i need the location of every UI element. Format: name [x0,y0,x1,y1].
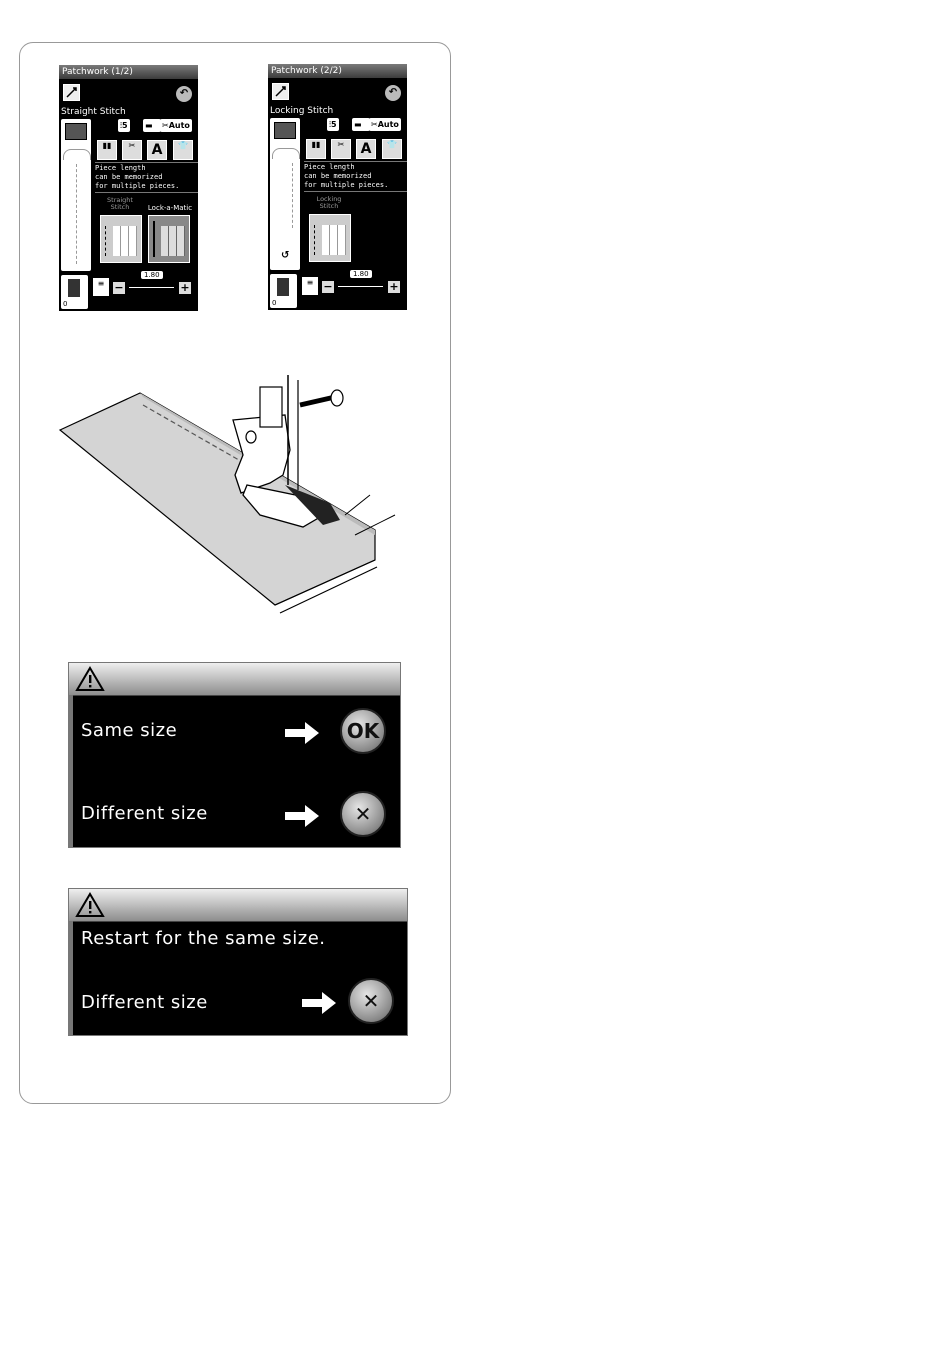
foot-icon-shape [277,278,289,296]
grid-icon [161,226,185,256]
option-lockamatic-label: Lock-a-Matic [147,204,193,212]
edit-icon[interactable] [63,84,80,101]
plus-button[interactable]: + [389,280,399,293]
stitch-line [292,163,293,228]
divider [95,162,198,163]
restart-dialog [68,888,408,1036]
dialog-edge [69,921,73,1035]
option-lockamatic[interactable] [148,215,190,263]
patchwork-screen-2 [268,64,407,310]
length-slider[interactable] [338,286,383,287]
presser-foot-outline [63,149,91,160]
stitch-preview [61,119,91,271]
different-size-label: Different size [81,992,208,1013]
stitch-line [76,164,77,264]
divider [95,192,198,193]
info-message: Piece length can be memorized for multiple pieces. [304,163,389,189]
needle-icon[interactable]: ▮▮ [306,139,326,159]
minus-button[interactable]: − [114,281,124,294]
reverse-icon: ↺ [281,250,290,261]
menu-lines-icon[interactable]: ≡ [302,277,318,295]
ok-button[interactable]: OK [340,708,386,754]
stitch-arrow-icon [105,226,112,256]
option-locking-label: Locking Stitch [316,195,342,210]
arrow-right-icon [285,805,319,827]
preview-toggle-icon[interactable] [65,123,87,140]
different-size-label: Different size [81,803,208,824]
stitch-name: Straight Stitch [61,107,126,117]
foot-code: 0 [63,300,68,308]
feed-dog-icon: ▬ [352,118,370,131]
info-message: Piece length can be memorized for multiple pieces. [95,164,180,190]
dialog-header [69,663,400,696]
sewing-foot-illustration [55,375,405,615]
preview-toggle-icon[interactable] [274,122,296,139]
feed-dog-icon: ▬ [143,119,161,132]
foot-pressure-badge: ⫶5 [329,120,337,129]
patchwork-screen-1 [59,65,198,311]
option-straight-label: Straight Stitch [107,196,133,211]
foot-pressure-badge: ⫶5 [120,121,128,130]
same-size-label: Same size [81,720,178,741]
screen-title: Patchwork (1/2) [59,65,198,79]
arrow-right-icon [285,722,319,744]
fabric-top [60,393,375,605]
length-value: 1.80 [350,270,372,278]
stitch-arrow-icon [314,225,321,255]
grid-icon [322,225,346,255]
dialog-edge [69,695,73,847]
auto-thread-tension-badge: ✂Auto [371,120,399,129]
restart-message: Restart for the same size. [81,928,326,949]
needle-icon[interactable]: ▮▮ [97,140,117,160]
divider [304,191,407,192]
auto-thread-tension-badge: ✂Auto [162,121,190,130]
scissors-icon[interactable]: ✂ [122,140,142,160]
arrow-right-icon [302,992,336,1014]
cancel-x-button[interactable]: ✕ [348,978,394,1024]
length-value: 1.80 [141,271,163,279]
menu-lines-icon[interactable]: ≡ [93,278,109,296]
return-icon[interactable]: ↶ [176,86,192,102]
option-straight-stitch[interactable] [100,215,142,263]
presser-foot-outline [272,148,300,159]
font-a-icon[interactable]: A [147,140,167,160]
warning-icon [75,892,105,918]
foot-code: 0 [272,299,277,307]
warning-icon [75,666,105,692]
shirt-icon[interactable]: 👕 [382,139,402,159]
grid-icon [113,226,137,256]
length-slider[interactable] [129,287,174,288]
edit-icon[interactable] [272,83,289,100]
screen-title: Patchwork (2/2) [268,64,407,78]
foot-icon[interactable] [61,275,88,309]
stitch-name: Locking Stitch [270,106,334,116]
foot-icon-shape [68,279,80,297]
option-locking-stitch[interactable] [309,214,351,262]
stitch-arrow-icon [153,221,161,257]
scissors-icon[interactable]: ✂ [331,139,351,159]
return-icon[interactable]: ↶ [385,85,401,101]
minus-button[interactable]: − [323,280,333,293]
shirt-icon[interactable]: 👕 [173,140,193,160]
size-confirm-dialog [68,662,401,848]
plus-button[interactable]: + [180,281,190,294]
stitch-preview [270,118,300,270]
divider [304,161,407,162]
dialog-header [69,889,407,922]
font-a-icon[interactable]: A [356,139,376,159]
foot-icon[interactable] [270,274,297,308]
cancel-x-button[interactable]: ✕ [340,791,386,837]
